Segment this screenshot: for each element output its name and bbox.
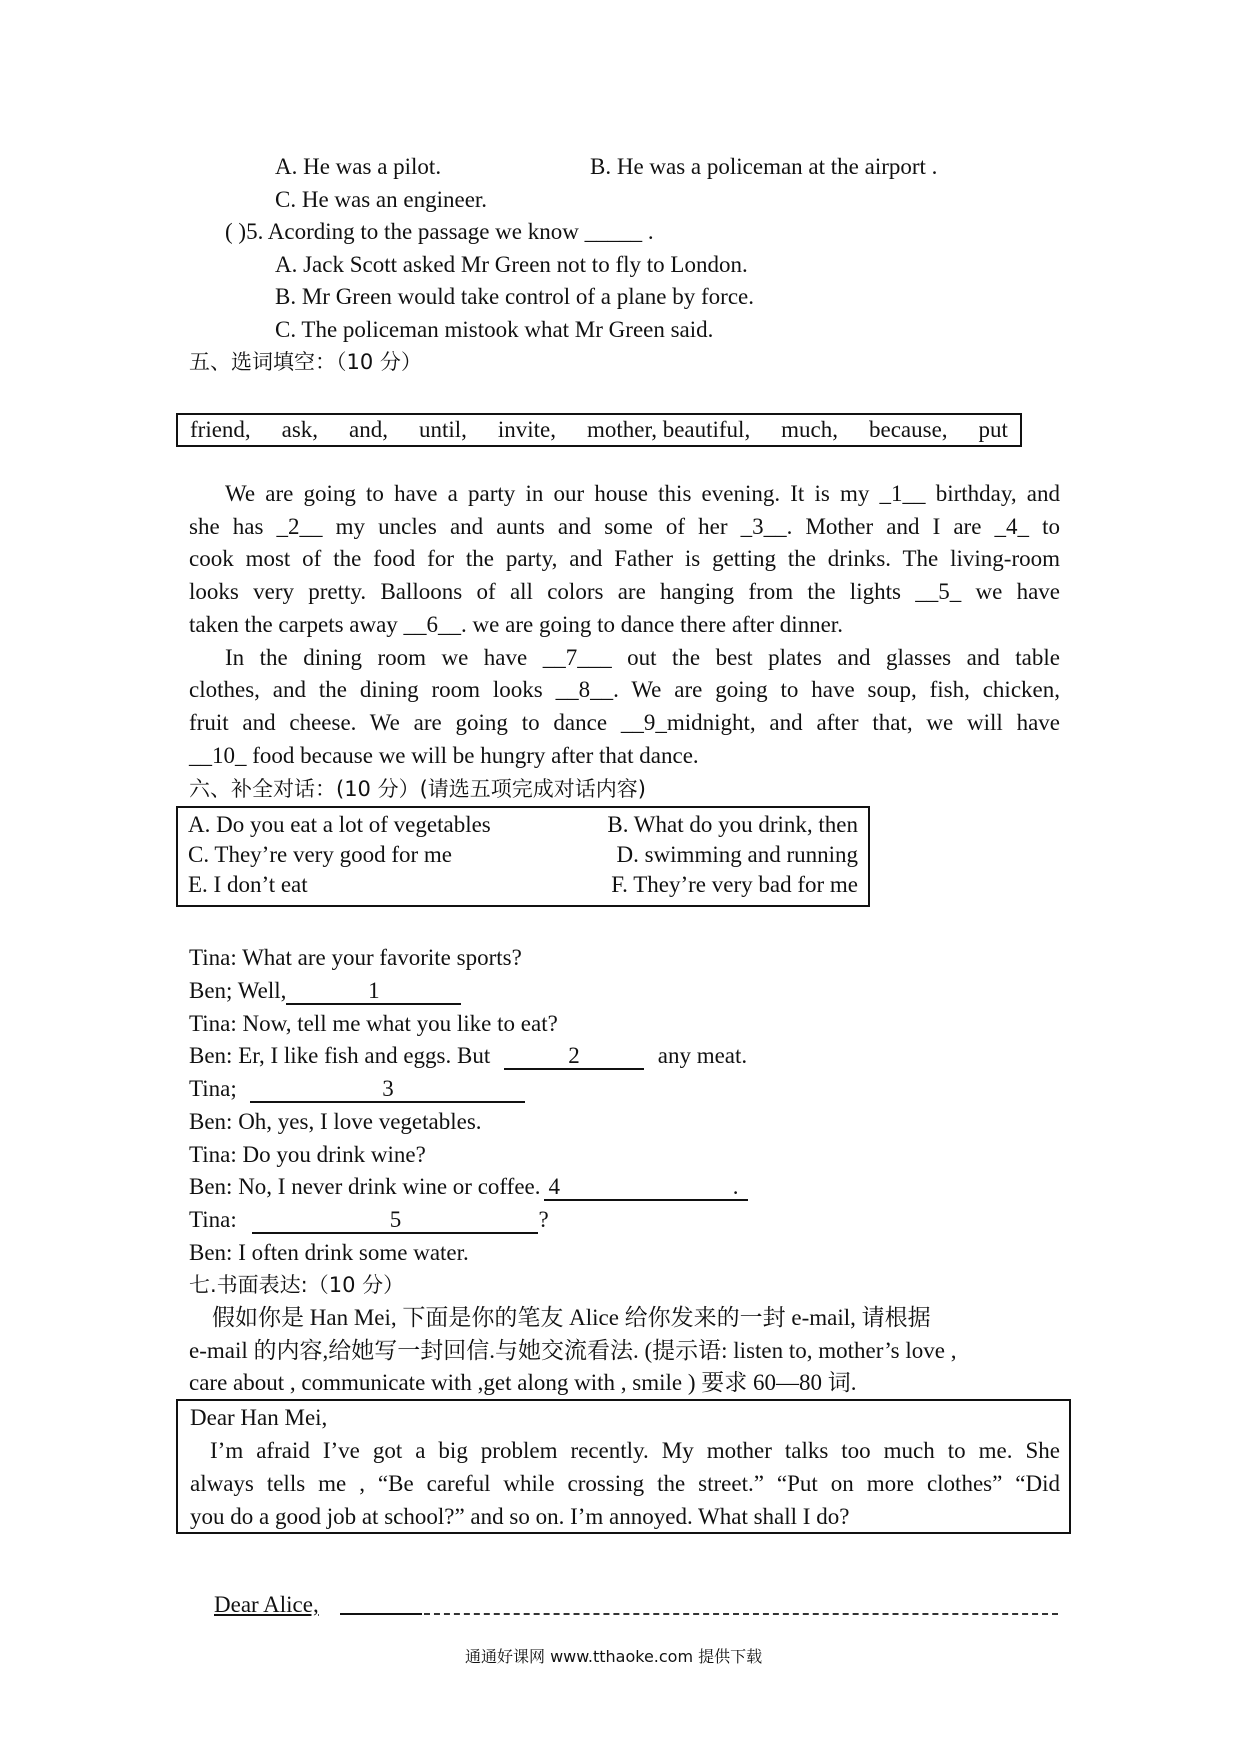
cloze-line: fruit and cheese. We are going to dance __9_midnight, and after that, we will have — [189, 710, 1060, 735]
dialogue-text: Ben: Er, I like fish and eggs. But — [189, 1043, 491, 1068]
option-e: E. I don’t eat — [188, 872, 308, 897]
section6-heading: 六、补全对话：(10 分）(请选五项完成对话内容) — [189, 777, 646, 801]
dialogue-line — [189, 1172, 748, 1202]
options-row — [178, 840, 868, 870]
option-b: B. What do you drink, then — [607, 812, 858, 837]
cloze-line: We are going to have a party in our house this evening. It is my _1__ birthday, and — [225, 481, 1060, 506]
blank-period: . — [732, 1174, 739, 1199]
dialogue-line — [189, 976, 461, 1006]
options-row — [178, 870, 868, 900]
email-line: always tells me , “Be careful while crossing the street.” “Put on more clothes” “Did — [190, 1471, 1060, 1496]
dialogue-text: any meat. — [657, 1043, 748, 1068]
word-bank-item: ask, — [281, 417, 319, 442]
option-f: F. They’re very bad for me — [611, 872, 858, 897]
word-bank-item: because, — [869, 417, 948, 442]
cloze-line: __10_ food because we will be hungry after that dance. — [189, 743, 699, 768]
email-line: you do a good job at school?” and so on. I’m annoyed. What shall I do? — [190, 1504, 850, 1529]
dialogue-line: Ben: I often drink some water. — [189, 1240, 469, 1265]
footer: 通通好课网 www.tthaoke.com 提供下载 — [465, 1647, 763, 1666]
q4-option-a: A. He was a pilot. — [275, 154, 442, 179]
word-bank-item: invite, — [497, 417, 556, 442]
dialogue-text: Ben: No, I never drink wine or coffee. — [189, 1174, 541, 1199]
word-bank-item: mother, beautiful, — [586, 417, 751, 442]
word-bank-item: put — [978, 417, 1008, 442]
answer-blank-2[interactable]: 2 — [504, 1044, 644, 1070]
dialogue-line — [189, 1205, 549, 1235]
q4-option-b: B. He was a policeman at the airport . — [590, 154, 938, 179]
answer-blank-4[interactable] — [544, 1175, 748, 1201]
word-bank-item: until, — [418, 417, 467, 442]
word-bank — [178, 415, 1020, 445]
word-bank-item: and, — [349, 417, 388, 442]
blank-number: 4 — [548, 1174, 560, 1199]
q5-option-c: C. The policeman mistook what Mr Green said. — [275, 317, 714, 342]
option-a: A. Do you eat a lot of vegetables — [188, 812, 491, 837]
cloze-line: cook most of the food for the party, and Father is getting the drinks. The living-room — [189, 546, 1060, 571]
dialogue-text: ? — [538, 1207, 549, 1232]
email-greeting: Dear Han Mei, — [190, 1405, 328, 1430]
cloze-line: clothes, and the dining room looks __8__. We are going to have soup, fish, chicken, — [189, 677, 1060, 702]
q5-option-b: B. Mr Green would take control of a plane by force. — [275, 284, 755, 309]
answer-blank-5[interactable]: 5 — [252, 1208, 538, 1234]
q5-stem: ( )5. Acording to the passage we know _____ . — [225, 219, 654, 244]
answer-blank-1[interactable]: 1 — [286, 979, 461, 1005]
dialogue-line — [189, 1074, 525, 1104]
dialogue-text: Ben; Well, — [189, 978, 287, 1003]
word-bank-item: much, — [781, 417, 839, 442]
answer-blank-3[interactable]: 3 — [250, 1077, 525, 1103]
writing-prompt: e-mail 的内容,给她写一封回信.与她交流看法. (提示语: listen to, mother’s love , — [189, 1338, 957, 1363]
writing-prompt: care about , communicate with ,get along with , smile ) 要求 60—80 词. — [189, 1370, 857, 1395]
dialogue-line: Tina: Now, tell me what you like to eat? — [189, 1011, 558, 1036]
dialogue-text: Tina; — [189, 1076, 237, 1101]
reply-writing-line[interactable] — [424, 1613, 1058, 1615]
dialogue-line: Tina: Do you drink wine? — [189, 1142, 426, 1167]
dialogue-line — [189, 1041, 747, 1071]
option-d: D. swimming and running — [616, 842, 858, 867]
email-box — [176, 1399, 1071, 1534]
option-c: C. They’re very good for me — [188, 842, 452, 867]
section5-heading: 五、选词填空：（10 分） — [189, 350, 422, 374]
dialogue-line: Ben: Oh, yes, I love vegetables. — [189, 1109, 482, 1134]
reply-underline — [340, 1613, 422, 1615]
reply-greeting: Dear Alice, — [214, 1592, 319, 1617]
cloze-line: taken the carpets away __6__. we are going to dance there after dinner. — [189, 612, 843, 637]
word-bank-box — [176, 413, 1022, 447]
section7-heading: 七.书面表达:（10 分） — [189, 1273, 405, 1297]
q4-option-c: C. He was an engineer. — [275, 187, 488, 212]
word-bank-item: friend, — [190, 417, 251, 442]
options-row — [178, 810, 868, 840]
cloze-line: she has _2__ my uncles and aunts and some of her _3__. Mother and I are _4_ to — [189, 514, 1060, 539]
writing-prompt: 假如你是 Han Mei, 下面是你的笔友 Alice 给你发来的一封 e-mail, 请根据 — [212, 1305, 931, 1330]
cloze-line: In the dining room we have __7___ out the best plates and glasses and table — [225, 645, 1060, 670]
dialogue-line: Tina: What are your favorite sports? — [189, 945, 522, 970]
email-line: I’m afraid I’ve got a big problem recently. My mother talks too much to me. She — [210, 1438, 1060, 1463]
q5-option-a: A. Jack Scott asked Mr Green not to fly to London. — [275, 252, 748, 277]
dialogue-text: Tina: — [189, 1207, 237, 1232]
reply-start — [214, 1590, 319, 1620]
dialogue-options-box — [176, 806, 870, 907]
cloze-line: looks very pretty. Balloons of all colors are hanging from the lights __5_ we have — [189, 579, 1060, 604]
